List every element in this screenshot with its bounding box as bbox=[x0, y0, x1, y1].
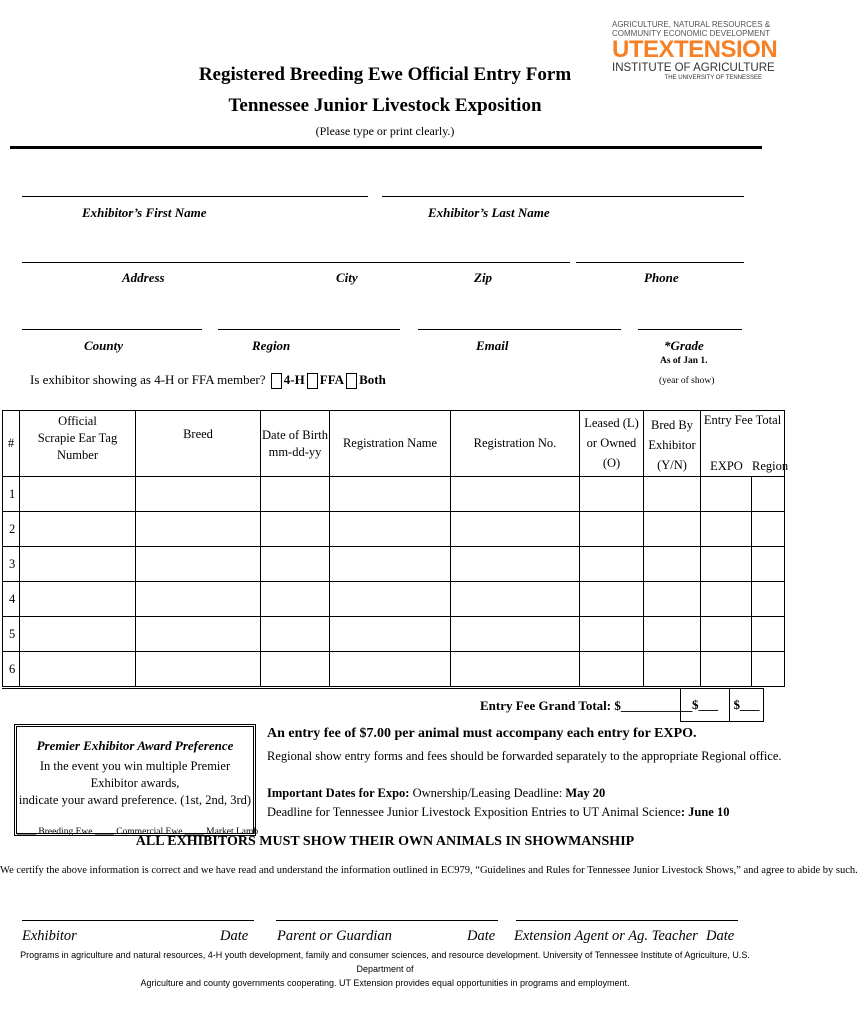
checkbox-ffa[interactable] bbox=[307, 373, 318, 389]
cell[interactable] bbox=[644, 512, 701, 547]
entries-table bbox=[2, 410, 789, 687]
logo-line-2: COMMUNITY ECONOMIC DEVELOPMENT bbox=[612, 29, 771, 38]
logo-ut-extension: UTEXTENSION bbox=[612, 36, 778, 63]
agent-signature-label: Extension Agent or Ag. Teacher bbox=[514, 928, 698, 944]
header-fee-region: Region bbox=[752, 459, 789, 473]
header-dob-line1: Date of Birth bbox=[262, 427, 328, 442]
header-reg-name: Registration Name bbox=[330, 411, 451, 477]
agent-signature-field[interactable] bbox=[516, 920, 738, 921]
row-number: 2 bbox=[3, 512, 20, 547]
cell[interactable] bbox=[752, 512, 785, 547]
award-body bbox=[17, 758, 253, 809]
address-label: Address bbox=[122, 270, 165, 285]
table-row bbox=[3, 652, 785, 687]
exhibitor-signature-label: Exhibitor bbox=[22, 928, 77, 944]
cell[interactable] bbox=[136, 617, 261, 652]
header-breed: Breed bbox=[136, 411, 261, 477]
cell[interactable] bbox=[20, 477, 136, 512]
grand-total-label[interactable]: Entry Fee Grand Total: $___________ bbox=[480, 698, 693, 713]
header-rule bbox=[10, 146, 762, 149]
checkbox-both[interactable] bbox=[346, 373, 357, 389]
header-bred-line3: (Y/N) bbox=[657, 458, 687, 472]
cell[interactable] bbox=[752, 617, 785, 652]
cell[interactable] bbox=[701, 477, 752, 512]
last-name-label: Exhibitor’s Last Name bbox=[428, 205, 550, 220]
table-row bbox=[3, 512, 785, 547]
cell[interactable] bbox=[261, 617, 330, 652]
option-4h-label: 4-H bbox=[283, 372, 305, 387]
email-field[interactable] bbox=[418, 329, 621, 330]
option-ffa-label: FFA bbox=[319, 372, 345, 387]
certification-text: We certify the above information is correct and we have read and understand the information outlined in EC979, “Guidelines and Rules for Tennessee Junior Livestock Shows,” and agree to abide by such. bbox=[0, 865, 858, 876]
header-dob bbox=[261, 411, 330, 477]
row-number: 4 bbox=[3, 582, 20, 617]
row-number: 3 bbox=[3, 547, 20, 582]
footer-line-2: Agriculture and county governments cooperating. UT Extension provides equal opportunities in programs and employment. bbox=[140, 978, 630, 988]
header-reg-no: Registration No. bbox=[451, 411, 580, 477]
table-row bbox=[3, 477, 785, 512]
grand-total-row bbox=[2, 688, 764, 722]
cell[interactable] bbox=[451, 652, 580, 687]
award-choices[interactable]: ____ Breeding Ewe ____ Commercial Ewe ____ Market Lamb bbox=[17, 827, 259, 837]
cell[interactable] bbox=[451, 617, 580, 652]
checkbox-4h[interactable] bbox=[271, 373, 282, 389]
guardian-signature-field[interactable] bbox=[276, 920, 498, 921]
cell[interactable] bbox=[451, 512, 580, 547]
header-fee-title: Entry Fee Total bbox=[703, 413, 782, 427]
cell[interactable] bbox=[20, 547, 136, 582]
header-tag-line2: Scrapie Ear Tag Number bbox=[37, 431, 118, 462]
region-label: Region bbox=[252, 338, 291, 353]
cell[interactable] bbox=[644, 477, 701, 512]
cell[interactable] bbox=[451, 547, 580, 582]
header-fee bbox=[701, 411, 789, 477]
cell[interactable] bbox=[330, 512, 451, 547]
cell[interactable] bbox=[261, 512, 330, 547]
important-dates bbox=[267, 786, 605, 801]
header-leased bbox=[580, 411, 644, 477]
cell[interactable] bbox=[330, 652, 451, 687]
exhibitor-date-label: Date bbox=[220, 928, 249, 944]
city-label: City bbox=[336, 270, 358, 285]
cell[interactable] bbox=[20, 582, 136, 617]
cell[interactable] bbox=[261, 652, 330, 687]
cell[interactable] bbox=[580, 652, 644, 687]
table-row bbox=[3, 617, 785, 652]
phone-label: Phone bbox=[644, 270, 679, 285]
cell[interactable] bbox=[136, 512, 261, 547]
header-bred-line1: Bred By bbox=[650, 418, 693, 432]
expo-total-field[interactable]: $___ bbox=[680, 688, 730, 722]
logo-institute: INSTITUTE OF AGRICULTURE bbox=[612, 62, 775, 74]
row-number: 1 bbox=[3, 477, 20, 512]
footer-disclaimer bbox=[20, 948, 750, 990]
cell[interactable] bbox=[330, 477, 451, 512]
cell[interactable] bbox=[580, 617, 644, 652]
cell[interactable] bbox=[701, 582, 752, 617]
header-num: # bbox=[3, 411, 20, 477]
cell[interactable] bbox=[701, 512, 752, 547]
header-leased-line3: (O) bbox=[602, 456, 621, 470]
table-header-row bbox=[3, 411, 785, 477]
cell[interactable] bbox=[752, 477, 785, 512]
cell[interactable] bbox=[451, 582, 580, 617]
entry-fee-notice: An entry fee of $7.00 per animal must accompany each entry for EXPO. bbox=[267, 726, 697, 741]
cell[interactable] bbox=[701, 547, 752, 582]
row-number: 6 bbox=[3, 652, 20, 687]
table-row bbox=[3, 582, 785, 617]
cell[interactable] bbox=[330, 547, 451, 582]
cell[interactable] bbox=[752, 547, 785, 582]
cell[interactable] bbox=[261, 582, 330, 617]
form-title: Registered Breeding Ewe Official Entry Form bbox=[198, 64, 572, 85]
guardian-signature-label: Parent or Guardian bbox=[277, 928, 392, 944]
cell[interactable] bbox=[644, 652, 701, 687]
ownership-deadline: May 20 bbox=[565, 786, 606, 800]
cell[interactable] bbox=[580, 547, 644, 582]
county-field[interactable] bbox=[22, 329, 202, 330]
email-label: Email bbox=[476, 338, 509, 353]
cell[interactable] bbox=[330, 617, 451, 652]
entry-deadline bbox=[267, 805, 729, 820]
award-body-line1: In the event you win multiple Premier Exhibitor awards, bbox=[39, 759, 231, 790]
header-bred-line2: Exhibitor bbox=[648, 438, 696, 452]
cell[interactable] bbox=[330, 582, 451, 617]
cell[interactable] bbox=[20, 617, 136, 652]
cell[interactable] bbox=[752, 652, 785, 687]
cell[interactable] bbox=[451, 477, 580, 512]
cell[interactable] bbox=[136, 477, 261, 512]
footer-line-1: Programs in agriculture and natural resources, 4-H youth development, family and consumer sciences, and resource development. University of Tennessee Institute of Agriculture, U.S. Department of bbox=[20, 950, 750, 974]
membership-question-text: Is exhibitor showing as 4-H or FFA member? bbox=[30, 372, 266, 387]
cell[interactable] bbox=[20, 652, 136, 687]
entry-deadline-date: : June 10 bbox=[680, 805, 730, 819]
header-leased-line2: or Owned bbox=[586, 436, 637, 450]
cell[interactable] bbox=[701, 652, 752, 687]
cell[interactable] bbox=[644, 617, 701, 652]
option-both-label: Both bbox=[359, 372, 386, 387]
form-subtitle: Tennessee Junior Livestock Exposition bbox=[228, 95, 542, 116]
agent-date-label: Date bbox=[706, 928, 735, 944]
regional-notice: Regional show entry forms and fees should be forwarded separately to the appropriate Regional office. bbox=[267, 749, 782, 763]
premier-award-box bbox=[14, 724, 259, 837]
form-instruction: (Please type or print clearly.) bbox=[315, 124, 455, 138]
showmanship-notice: ALL EXHIBITORS MUST SHOW THEIR OWN ANIMALS IN SHOWMANSHIP bbox=[135, 834, 635, 849]
header-dob-line2: mm-dd-yy bbox=[268, 444, 322, 459]
cell[interactable] bbox=[701, 617, 752, 652]
important-dates-label: Important Dates for Expo: bbox=[267, 786, 410, 800]
membership-question bbox=[30, 372, 386, 389]
entry-deadline-text: Deadline for Tennessee Junior Livestock Exposition Entries to UT Animal Science bbox=[267, 805, 681, 819]
award-title: Premier Exhibitor Award Preference bbox=[36, 738, 234, 753]
important-dates-text: Ownership/Leasing Deadline: bbox=[409, 786, 566, 800]
phone-field[interactable] bbox=[576, 262, 744, 263]
award-body-line2: indicate your award preference. (1st, 2nd, 3rd) bbox=[18, 793, 252, 807]
cell[interactable] bbox=[580, 582, 644, 617]
address-city-zip-field[interactable] bbox=[22, 262, 570, 263]
cell[interactable] bbox=[20, 512, 136, 547]
grade-note-year: (year of show) bbox=[659, 376, 715, 386]
cell[interactable] bbox=[644, 547, 701, 582]
cell[interactable] bbox=[580, 477, 644, 512]
cell[interactable] bbox=[261, 477, 330, 512]
header-leased-line1: Leased (L) bbox=[584, 416, 639, 430]
zip-label: Zip bbox=[474, 270, 493, 285]
guardian-date-label: Date bbox=[467, 928, 496, 944]
logo-line-1: AGRICULTURE, NATURAL RESOURCES & bbox=[612, 20, 771, 29]
region-field[interactable] bbox=[218, 329, 400, 330]
grade-field[interactable] bbox=[638, 329, 742, 330]
first-name-field[interactable] bbox=[22, 196, 368, 197]
cell[interactable] bbox=[261, 547, 330, 582]
cell[interactable] bbox=[644, 582, 701, 617]
last-name-field[interactable] bbox=[382, 196, 744, 197]
grade-label: *Grade bbox=[664, 338, 704, 353]
header-tag-line1: Official bbox=[58, 414, 97, 428]
header-bred bbox=[644, 411, 701, 477]
region-total-field[interactable]: $___ bbox=[729, 688, 764, 722]
cell[interactable] bbox=[136, 652, 261, 687]
cell[interactable] bbox=[136, 582, 261, 617]
county-label: County bbox=[84, 338, 124, 353]
row-number: 5 bbox=[3, 617, 20, 652]
logo-university: THE UNIVERSITY OF TENNESSEE bbox=[664, 75, 762, 81]
grand-total-top-border bbox=[2, 688, 763, 689]
cell[interactable] bbox=[752, 582, 785, 617]
first-name-label: Exhibitor’s First Name bbox=[82, 205, 207, 220]
exhibitor-signature-field[interactable] bbox=[22, 920, 254, 921]
cell[interactable] bbox=[136, 547, 261, 582]
grade-note-jan: As of Jan 1. bbox=[660, 356, 708, 366]
table-row bbox=[3, 547, 785, 582]
header-fee-expo: EXPO bbox=[710, 459, 743, 473]
cell[interactable] bbox=[580, 512, 644, 547]
header-tag bbox=[20, 411, 136, 477]
